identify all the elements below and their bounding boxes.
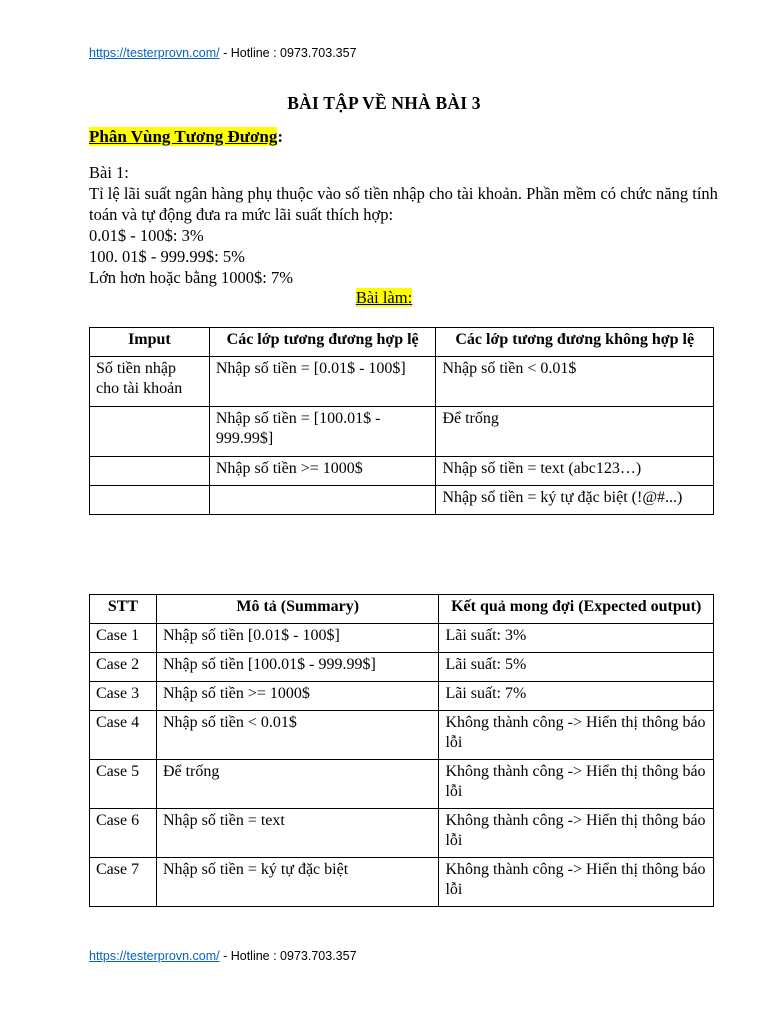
footer-website-link[interactable]: https://testerprovn.com/ (89, 949, 220, 963)
table-cell: Không thành công -> Hiển thị thông báo lỗi (439, 858, 714, 907)
table-row (90, 760, 714, 809)
table-row (90, 711, 714, 760)
table-cell: Để trống (156, 760, 439, 809)
table-header-cell: Kết quả mong đợi (Expected output) (439, 595, 714, 624)
test-case-table (89, 594, 714, 907)
header-hotline: - Hotline : 0973.703.357 (223, 46, 357, 60)
table-row (90, 486, 714, 515)
table-cell: Để trống (436, 407, 714, 457)
table-cell: Nhập số tiền [100.01$ - 999.99$] (156, 653, 439, 682)
rate-line-1: 0.01$ - 100$: 3% (89, 226, 204, 245)
table-header-cell: STT (90, 595, 157, 624)
table-cell: Lãi suất: 3% (439, 624, 714, 653)
answer-label-wrap (0, 288, 768, 308)
table-cell: Case 5 (90, 760, 157, 809)
table-cell: Số tiền nhập cho tài khoản (90, 357, 210, 407)
table-cell: Nhập số tiền = ký tự đặc biệt (!@#...) (436, 486, 714, 515)
section-heading-colon: : (277, 127, 284, 146)
page-title: BÀI TẬP VỀ NHÀ BÀI 3 (287, 93, 481, 113)
table-cell: Lãi suất: 5% (439, 653, 714, 682)
table-cell: Nhập số tiền >= 1000$ (209, 457, 436, 486)
table-header-cell: Mô tả (Summary) (156, 595, 439, 624)
rate-line-3: Lớn hơn hoặc bằng 1000$: 7% (89, 268, 293, 287)
table-cell: Case 6 (90, 809, 157, 858)
page-header (89, 46, 357, 60)
table-row (90, 809, 714, 858)
table-cell: Nhập số tiền = text (abc123…) (436, 457, 714, 486)
table-header-row (90, 595, 714, 624)
section-heading (89, 127, 283, 147)
table-cell: Nhập số tiền [0.01$ - 100$] (156, 624, 439, 653)
table-cell: Case 7 (90, 858, 157, 907)
table-header-cell: Các lớp tương đương hợp lệ (209, 328, 436, 357)
equivalence-class-table (89, 327, 714, 515)
section-heading-text: Phân Vùng Tương Đương (89, 127, 278, 146)
table-cell: Nhập số tiền >= 1000$ (156, 682, 439, 711)
table-row (90, 457, 714, 486)
table-cell: Case 2 (90, 653, 157, 682)
table-cell (90, 486, 210, 515)
table-cell: Case 1 (90, 624, 157, 653)
page-footer (89, 949, 357, 963)
table-cell: Nhập số tiền = text (156, 809, 439, 858)
exercise-description: Tỉ lệ lãi suất ngân hàng phụ thuộc vào số tiền nhập cho tài khoản. Phần mềm có chức năng tính toán và tự động đưa ra mức lãi suất thích hợp: (89, 184, 718, 224)
table-row (90, 653, 714, 682)
header-website-link[interactable]: https://testerprovn.com/ (89, 46, 220, 60)
table-row (90, 357, 714, 407)
table-cell: Nhập số tiền = ký tự đặc biệt (156, 858, 439, 907)
rate-line-2: 100. 01$ - 999.99$: 5% (89, 247, 245, 266)
table-cell: Nhập số tiền = [0.01$ - 100$] (209, 357, 436, 407)
table-header-cell: Imput (90, 328, 210, 357)
table-cell: Nhập số tiền < 0.01$ (156, 711, 439, 760)
exercise-label: Bài 1: (89, 163, 129, 182)
exercise-body (89, 162, 719, 288)
table-row (90, 858, 714, 907)
table-cell (209, 486, 436, 515)
table-cell: Nhập số tiền < 0.01$ (436, 357, 714, 407)
table-header-row (90, 328, 714, 357)
table-cell: Không thành công -> Hiển thị thông báo lỗi (439, 760, 714, 809)
table-header-cell: Các lớp tương đương không hợp lệ (436, 328, 714, 357)
footer-hotline: - Hotline : 0973.703.357 (223, 949, 357, 963)
table-row (90, 407, 714, 457)
table-row (90, 624, 714, 653)
table-cell: Lãi suất: 7% (439, 682, 714, 711)
table-row (90, 682, 714, 711)
table-cell: Không thành công -> Hiển thị thông báo lỗi (439, 711, 714, 760)
table-cell (90, 407, 210, 457)
table-cell (90, 457, 210, 486)
answer-label: Bài làm: (355, 288, 413, 307)
table-cell: Case 4 (90, 711, 157, 760)
table-cell: Case 3 (90, 682, 157, 711)
table-cell: Nhập số tiền = [100.01$ - 999.99$] (209, 407, 436, 457)
table-cell: Không thành công -> Hiển thị thông báo lỗi (439, 809, 714, 858)
